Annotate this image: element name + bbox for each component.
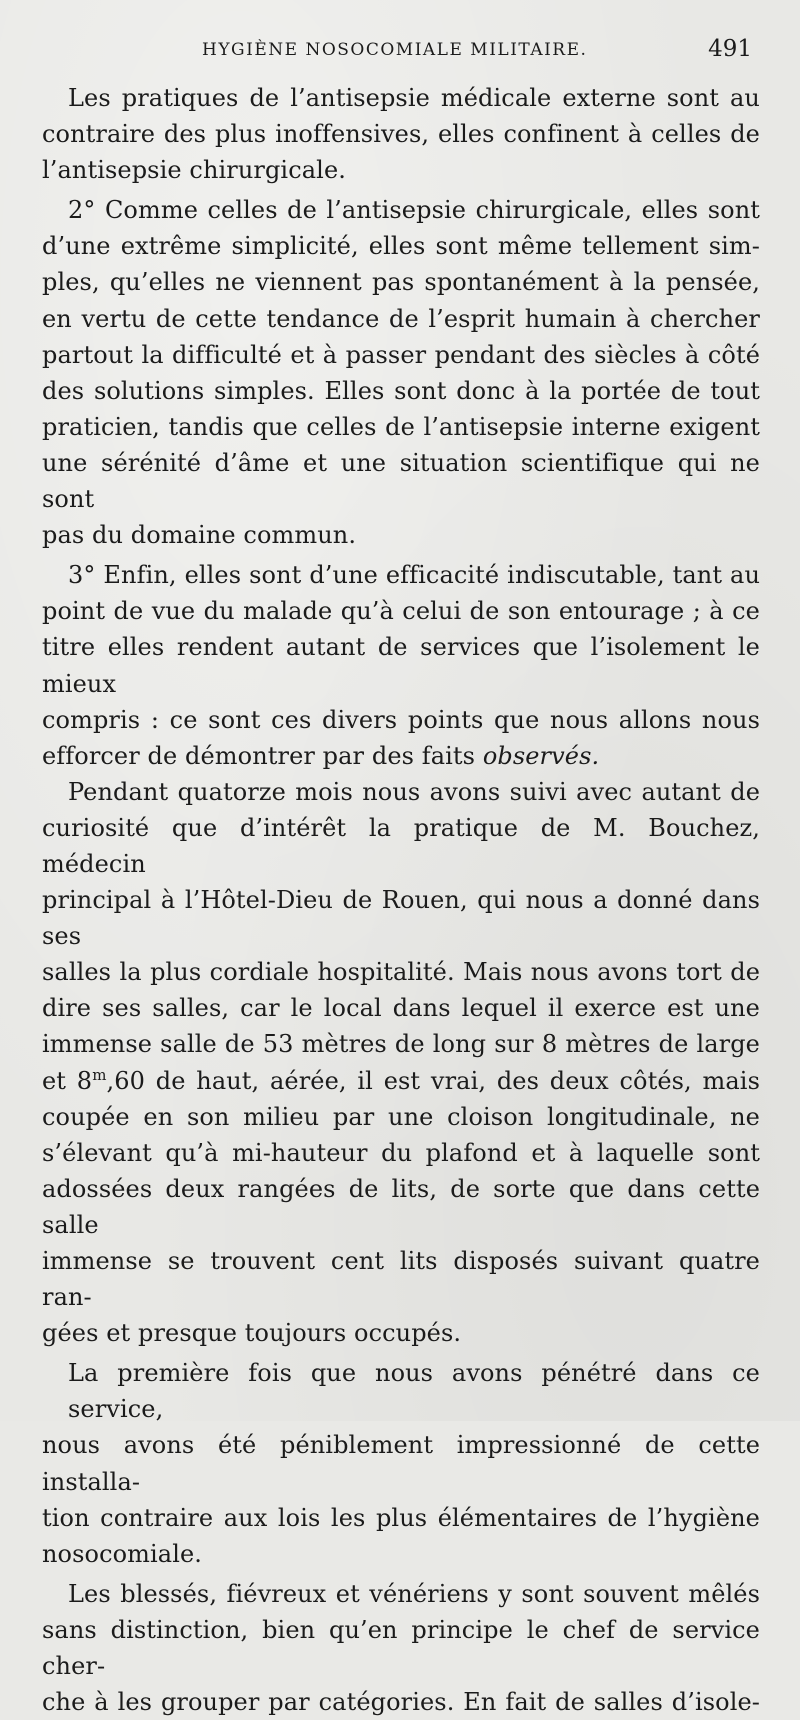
paragraph-4 bbox=[42, 774, 760, 1352]
text-run: efforcer de démontrer par des faits bbox=[42, 741, 483, 770]
running-header bbox=[42, 36, 760, 66]
running-title: HYGIÈNE NOSOCOMIALE MILITAIRE. bbox=[202, 40, 588, 60]
body-text bbox=[42, 80, 760, 1720]
text-line: praticien, tandis que celles de l’antisepsie interne exigent bbox=[42, 412, 760, 441]
text-line: nosocomiale. bbox=[42, 1539, 203, 1568]
text-line: principal à l’Hôtel-Dieu de Rouen, qui nous a donné dans ses bbox=[42, 886, 760, 951]
text-line: compris : ce sont ces divers points que nous allons nous bbox=[42, 705, 760, 734]
paragraph-5 bbox=[42, 1355, 760, 1572]
text-line: immense salle de 53 mètres de long sur 8 mètres de large bbox=[42, 1030, 760, 1059]
text-line: 3° Enfin, elles sont d’une efficacité indiscutable, tant au bbox=[68, 561, 760, 590]
text-line: 2° Comme celles de l’antisepsie chirurgicale, elles sont bbox=[68, 196, 760, 225]
italic-word: observés. bbox=[482, 741, 600, 770]
paragraph-3 bbox=[42, 557, 760, 774]
text-line bbox=[42, 1063, 760, 1099]
text-line: s’élevant qu’à mi-hauteur du plafond et à laquelle sont bbox=[42, 1138, 760, 1167]
text-line: partout la difficulté et à passer pendant des siècles à côté bbox=[42, 340, 760, 369]
text-line: dire ses salles, car le local dans lequel il exerce est une bbox=[42, 994, 760, 1023]
text-line: Les blessés, fiévreux et vénériens y sont souvent mêlés bbox=[68, 1579, 760, 1608]
text-line: che à les grouper par catégories. En fait de salles d’isole- bbox=[42, 1688, 760, 1717]
text-run: ,60 de haut, aérée, il est vrai, des deux côtés, mais bbox=[106, 1066, 760, 1095]
text-line: en vertu de cette tendance de l’esprit humain à chercher bbox=[42, 304, 760, 333]
page-number: 491 bbox=[708, 36, 752, 62]
text-line: Pendant quatorze mois nous avons suivi avec autant de bbox=[68, 777, 760, 806]
text-line: nous avons été péniblement impressionné de cette installa- bbox=[42, 1431, 760, 1496]
text-line: gées et presque toujours occupés. bbox=[42, 1319, 462, 1348]
paragraph-6 bbox=[42, 1576, 760, 1720]
text-line: tion contraire aux lois les plus élémentaires de l’hygiène bbox=[42, 1503, 760, 1532]
text-line: La première fois que nous avons pénétré dans ce service, bbox=[68, 1359, 760, 1424]
text-line: l’antisepsie chirurgicale. bbox=[42, 156, 346, 185]
text-line: d’une extrême simplicité, elles sont même tellement sim- bbox=[42, 232, 760, 261]
text-line: pas du domaine commun. bbox=[42, 521, 357, 550]
superscript-unit: m bbox=[92, 1065, 107, 1084]
text-line: coupée en son milieu par une cloison longitudinale, ne bbox=[42, 1102, 760, 1131]
paragraph-2 bbox=[42, 192, 760, 553]
text-line: titre elles rendent autant de services que l’isolement le mieux bbox=[42, 633, 760, 698]
text-line: sans distinction, bien qu’en principe le chef de service cher- bbox=[42, 1615, 760, 1681]
text-line: curiosité que d’intérêt la pratique de M. Bouchez, médecin bbox=[42, 813, 760, 878]
paragraph-1 bbox=[42, 80, 760, 188]
text-line bbox=[42, 738, 760, 774]
text-line: salles la plus cordiale hospitalité. Mais nous avons tort de bbox=[42, 958, 760, 987]
text-line: ples, qu’elles ne viennent pas spontanément à la pensée, bbox=[42, 268, 760, 297]
text-line: point de vue du malade qu’à celui de son entourage ; à ce bbox=[42, 597, 760, 626]
text-line: une sérénité d’âme et une situation scientifique qui ne sont bbox=[42, 448, 760, 514]
text-line: adossées deux rangées de lits, de sorte que dans cette salle bbox=[42, 1174, 760, 1239]
text-line: des solutions simples. Elles sont donc à la portée de tout bbox=[42, 376, 760, 405]
text-run: et 8 bbox=[42, 1066, 93, 1095]
text-line: contraire des plus inoffensives, elles confinent à celles de bbox=[42, 120, 760, 149]
text-line: immense se trouvent cent lits disposés suivant quatre ran- bbox=[42, 1247, 760, 1312]
text-line: Les pratiques de l’antisepsie médicale externe sont au bbox=[68, 84, 760, 112]
